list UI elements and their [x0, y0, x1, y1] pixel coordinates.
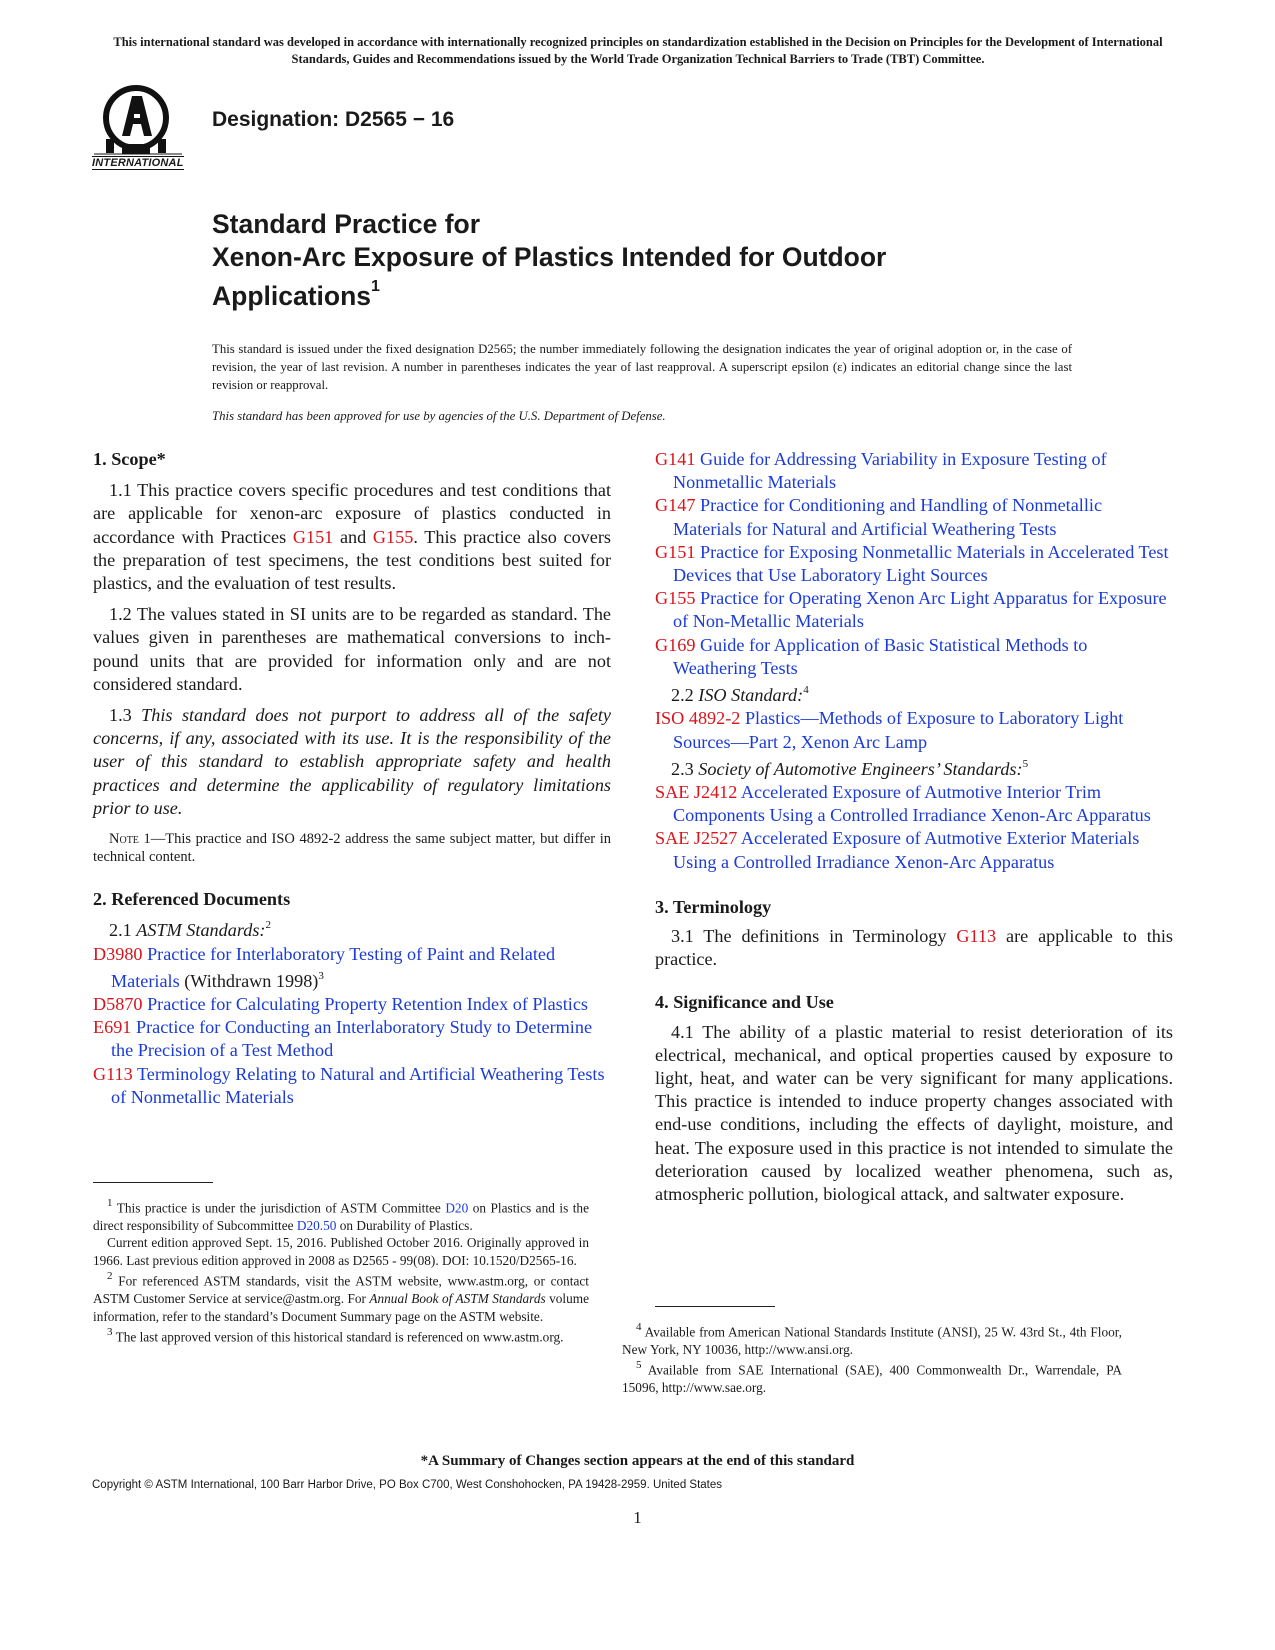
reference-code-link[interactable]: G155 — [655, 588, 696, 609]
reference-title-link[interactable]: Practice for Interlaboratory Testing of Paint and Related Materials — [111, 943, 556, 991]
link-g155[interactable]: G155 — [372, 526, 414, 547]
reference-code-link[interactable]: D5870 — [93, 993, 143, 1014]
top-notice: This international standard was developed in accordance with internationally recognized principles on standardization established in the Decision on Principles for the Development of International Standards, Guides and Recommendations issued by the World Trade Organization Technical Barriers to Trade (TBT) Committee. — [113, 35, 1163, 66]
reference-title-link[interactable]: Practice for Calculating Property Retention Index of Plastics — [147, 993, 588, 1014]
summary-of-changes-note: *A Summary of Changes section appears at the end of this standard — [420, 1453, 855, 1469]
reference-item — [93, 1063, 611, 1109]
right-column — [655, 448, 1173, 1206]
significance-heading: 4. Significance and Use — [655, 992, 834, 1013]
reference-code-link[interactable]: G169 — [655, 634, 696, 655]
reference-title-link[interactable]: Practice for Operating Xenon Arc Light Apparatus for Exposure of Non-Metallic Materials — [673, 588, 1167, 632]
reference-title-link[interactable]: Practice for Exposing Nonmetallic Materials in Accelerated Test Devices that Use Laboratory Light Sources — [673, 541, 1169, 586]
footnotes-right — [622, 1320, 1122, 1397]
reference-item — [655, 587, 1173, 633]
reference-code-link[interactable]: SAE J2527 — [655, 828, 738, 849]
link-d20[interactable]: D20 — [445, 1200, 469, 1216]
reference-title-link[interactable]: Guide for Addressing Variability in Exposure Testing of Nonmetallic Materials — [673, 449, 1107, 493]
reference-item — [655, 827, 1173, 873]
footnotes-left — [93, 1196, 589, 1346]
reference-title-link[interactable]: Accelerated Exposure of Autmotive Interior Trim Components Using a Controlled Irradiance Xenon-Arc Apparatus — [673, 781, 1151, 826]
astm-standards-label: 2.1 ASTM Standards:$^2$ — [109, 919, 271, 941]
scope-para-2: 1.2 The values stated in SI units are to be regarded as standard. The values given in parentheses are mathematical conversions to inch-pound units that are provided for information only and are not considered standard. — [93, 604, 611, 694]
reference-extra: (Withdrawn 1998) — [179, 970, 319, 991]
page-number: 1 — [633, 1508, 642, 1527]
title-line-1: Standard Practice for — [212, 209, 481, 239]
footnote-rule-left — [93, 1182, 213, 1183]
link-g113[interactable]: G113 — [956, 925, 997, 946]
astm-reference-list-continued — [655, 448, 1173, 680]
footnote-rule-right — [655, 1306, 775, 1307]
reference-item — [93, 1016, 611, 1062]
designation: Designation: D2565 − 16 — [212, 108, 455, 131]
copyright: Copyright © ASTM International, 100 Barr Harbor Drive, PO Box C700, West Conshohocken, PA 19428-2959. United States — [92, 1479, 723, 1491]
reference-code-link[interactable]: D3980 — [93, 943, 143, 964]
reference-title-link[interactable]: Accelerated Exposure of Autmotive Exterior Materials Using a Controlled Irradiance Xenon-Arc Apparatus — [673, 828, 1140, 872]
reference-item — [655, 707, 1173, 753]
footnote-4: $^4$ Available from American National Standards Institute (ANSI), 25 W. 43rd St., 4th Floor, New York, NY 10036, http://www.ansi.org. — [622, 1321, 1122, 1357]
refdocs-heading: 2. Referenced Documents — [93, 889, 291, 910]
link-g151[interactable]: G151 — [292, 526, 334, 547]
title-line-2: Xenon-Arc Exposure of Plastics Intended for Outdoor — [212, 242, 887, 272]
sae-reference-list — [655, 781, 1173, 874]
title-line-3: Applications$^1$ — [212, 278, 380, 311]
reference-footnote-mark: 3 — [318, 969, 324, 982]
reference-item — [93, 993, 611, 1016]
scope-para-3: 1.3 This standard does not purport to address all of the safety concerns, if any, associated with its use. It is the responsibility of the user of this standard to establish appropriate safety and health practices and determine the applicability of regulatory limitations prior to use. — [93, 705, 611, 818]
reference-code-link[interactable]: G151 — [655, 541, 696, 562]
footnote-1-edition: Current edition approved Sept. 15, 2016. Published October 2016. Originally approved in 1966. Last previous edition approved in 2008 as D2565 - 99(08). DOI: 10.1520/D2565-16. — [93, 1235, 589, 1268]
reference-title-link[interactable]: Terminology Relating to Natural and Artificial Weathering Tests of Nonmetallic Materials — [111, 1063, 605, 1107]
reference-item — [655, 781, 1173, 827]
reference-item — [93, 943, 611, 993]
reference-code-link[interactable]: SAE J2412 — [655, 781, 738, 802]
logo-text: INTERNATIONAL — [92, 157, 184, 169]
reference-item — [655, 494, 1173, 540]
reference-title-link[interactable]: Plastics—Methods of Exposure to Laboratory Light Sources—Part 2, Xenon Arc Lamp — [673, 708, 1124, 752]
significance-para-1: 4.1 The ability of a plastic material to resist deterioration of its electrical, mechanical, and optical properties caused by exposure to light, heat, and water can be very significant for many applications. This practice is intended to induce property changes associated with end-use conditions, including the effects of daylight, moisture, and heat. The exposure used in this practice is not intended to simulate the deterioration caused by localized weather phenomena, such as, atmospheric pollution, biological attack, and saltwater exposure. — [655, 1021, 1173, 1205]
sae-standards-label: 2.3 Society of Automotive Engineers’ Standards:$^5$ — [671, 757, 1029, 779]
iso-reference-list — [655, 707, 1173, 753]
reference-item — [655, 448, 1173, 494]
terminology-para-1: 3.1 The definitions in Terminology G113 are applicable to this practice. — [655, 925, 1174, 970]
footnote-1: $^1$ This practice is under the jurisdiction of ASTM Committee D20 on Plastics and is the direct responsibility of Subcommittee D20.50 on Durability of Plastics. — [93, 1197, 589, 1233]
footnote-2: $^2$ For referenced ASTM standards, visit the ASTM website, www.astm.org, or contact ASTM Customer Service at service@astm.org. For Annual Book of ASTM Standards volume information, refer to the standard’s Document Summary page on the ASTM website. — [93, 1270, 589, 1324]
reference-code-link[interactable]: ISO 4892-2 — [655, 708, 741, 729]
astm-logo — [92, 84, 196, 176]
astm-reference-list — [93, 943, 611, 1109]
dod-note: This standard has been approved for use by agencies of the U.S. Department of Defense. — [212, 409, 666, 423]
reference-code-link[interactable]: G113 — [93, 1063, 133, 1084]
iso-standard-label: 2.2 ISO Standard:$^4$ — [671, 684, 809, 706]
reference-code-link[interactable]: G141 — [655, 449, 696, 469]
terminology-heading: 3. Terminology — [655, 896, 772, 917]
reference-title-link[interactable]: Practice for Conducting an Interlaboratory Study to Determine the Precision of a Test Method — [111, 1017, 593, 1061]
scope-heading: 1. Scope* — [93, 449, 166, 469]
reference-title-link[interactable]: Guide for Application of Basic Statistical Methods to Weathering Tests — [673, 634, 1088, 678]
reference-item — [655, 634, 1173, 680]
issue-note: This standard is issued under the fixed designation D2565; the number immediately following the designation indicates the year of original adoption or, in the case of revision, the year of last revision. A number in parentheses indicates the year of last reapproval. A superscript epsilon (ε) indicates an editorial change since the last revision or reapproval. — [212, 342, 1072, 392]
reference-title-link[interactable]: Practice for Conditioning and Handling of Nonmetallic Materials for Natural and Artificial Weathering Tests — [673, 495, 1103, 539]
reference-code-link[interactable]: E691 — [93, 1017, 132, 1038]
footnote-5: $^5$ Available from SAE International (SAE), 400 Commonwealth Dr., Warrendale, PA 15096, http://www.sae.org. — [622, 1359, 1122, 1396]
footnote-3: $^3$ The last approved version of this historical standard is referenced on www.astm.org. — [107, 1326, 564, 1345]
reference-code-link[interactable]: G147 — [655, 495, 696, 516]
reference-item — [655, 541, 1173, 587]
title-footnote-mark: 1 — [371, 278, 380, 295]
document-title — [212, 208, 1032, 313]
scope-para-1: 1.1 This practice covers specific procedures and test conditions that are applicable for xenon-arc exposure of plastics conducted in accordance with Practices G151 and G155. This practice also covers the preparation of test specimens, the test conditions best suited for plastics, and the evaluation of test results. — [93, 480, 611, 594]
scope-note-1: Note 1—This practice and ISO 4892-2 address the same subject matter, but differ in technical content. — [93, 831, 611, 866]
left-column — [93, 448, 611, 1109]
link-d20-50[interactable]: D20.50 — [296, 1217, 337, 1233]
